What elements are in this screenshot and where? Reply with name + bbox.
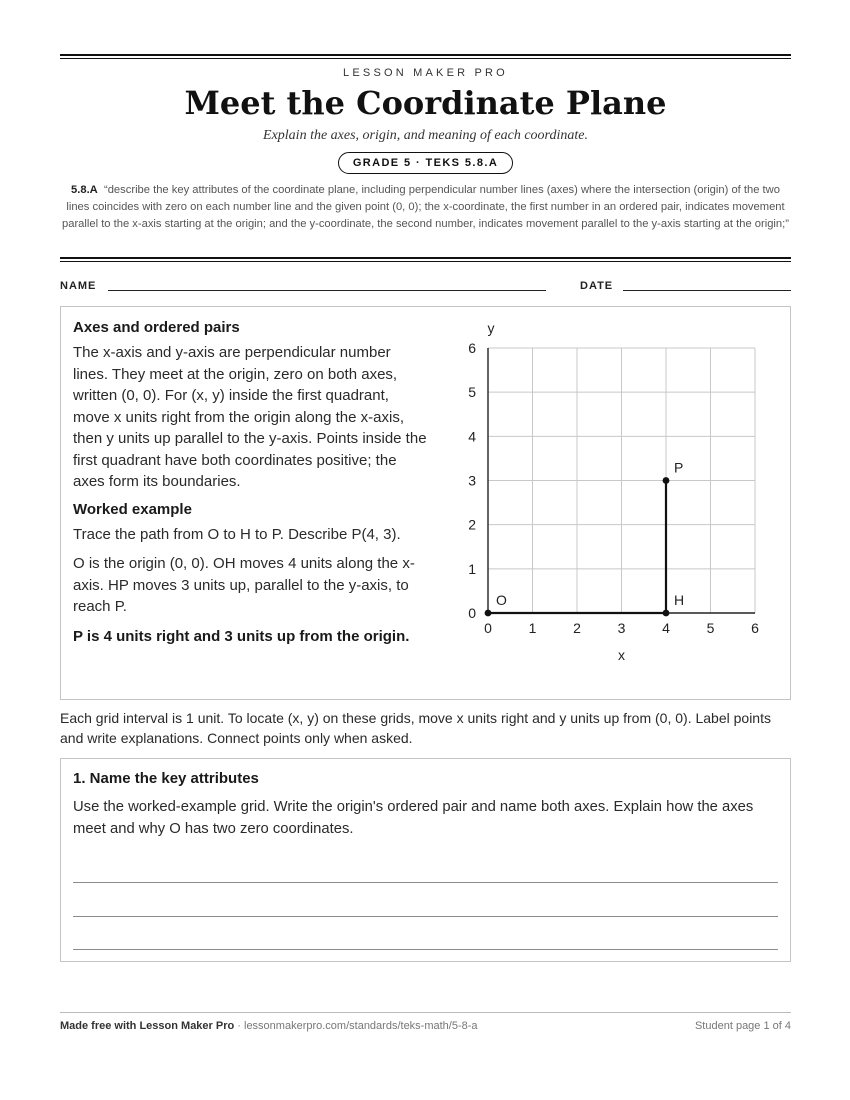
answer-line-1[interactable] [73,882,778,883]
point-label-O: O [496,592,507,608]
x-axis-label: x [618,647,625,663]
point-P [663,477,670,484]
x-tick-label: 1 [528,620,537,636]
point-H [663,610,670,617]
question-1-panel [60,758,791,962]
date-label: DATE [580,280,614,292]
worked-example-prompt: Trace the path from O to H to P. Describe P(4, 3). [73,525,401,543]
x-tick-label: 0 [484,620,492,636]
page-subtitle: Explain the axes, origin, and meaning of each coordinate. [263,128,588,143]
y-tick-label: 2 [468,516,476,533]
grid-instructions: Each grid interval is 1 unit. To locate (x, y) on these grids, move x units right and y units up from (0, 0). Label points and write explanations. Connect points only when asked. [60,710,771,746]
top-rule [60,54,791,56]
question-1-heading: 1. Name the key attributes [73,770,259,787]
name-label: NAME [60,280,97,292]
y-tick-label: 6 [468,340,476,356]
brand-name: LESSON MAKER PRO [343,67,508,79]
coordinate-grid [451,315,781,687]
y-axis-label: y [487,320,495,336]
page-title: Meet the Coordinate Plane [184,84,667,122]
name-field[interactable] [108,290,546,291]
header-bottom-rule [60,257,791,259]
footer-made-with: Made free with Lesson Maker Pro [60,1020,235,1032]
lesson-heading: Axes and ordered pairs [73,319,240,336]
y-tick-label: 1 [468,560,476,577]
standard-code: 5.8.A [71,184,98,196]
point-O [485,610,492,617]
x-tick-label: 6 [751,620,759,636]
x-tick-label: 4 [662,620,670,636]
x-tick-label: 2 [573,620,581,636]
x-tick-label: 3 [617,620,626,636]
y-tick-label: 3 [468,472,476,489]
lesson-panel [60,306,791,700]
question-1-prompt: Use the worked-example grid. Write the origin's ordered pair and name both axes. Explain how the axes meet and why O has two zero coordinates. [73,799,754,837]
worked-example-explanation: O is the origin (0, 0). OH moves 4 units along the x-axis. HP moves 3 units up, parallel to the y-axis, to reach P. [73,555,415,615]
point-label-P: P [674,459,684,476]
y-tick-label: 5 [468,384,476,401]
worked-example-heading: Worked example [73,500,192,518]
standard-description: “describe the key attributes of the coordinate plane, including perpendicular number lines (axes) where the intersection (origin) of the two lines coincides with zero on each number line and the given point (0, 0); the x-coordinate, the first number in an ordered pair, indicates movement parallel to the x-axis starting at the origin; and the y-coordinate, the second number, indicates movement parallel to the y-axis starting at the origin;” [62,184,789,230]
footer-page-number: Student page 1 of 4 [694,1020,791,1032]
footer-rule [60,1012,791,1013]
footer-credit [60,1020,478,1032]
y-tick-label: 4 [468,428,476,445]
point-label-H: H [674,592,685,608]
lesson-paragraph: The x-axis and y-axis are perpendicular number lines. They meet at the origin, zero on both axes, written (0, 0). For (x, y) inside the first quadrant, move x units right from the origin along the x-axis, then y units up parallel to the y-axis. Points inside the first quadrant have both coordinates positive; the axes form its boundaries. [73,344,427,490]
worked-example-answer: P is 4 units right and 3 units up from the origin. [73,627,410,645]
answer-line-3[interactable] [73,949,778,950]
y-tick-label: 0 [468,605,476,621]
x-tick-label: 5 [706,620,715,636]
lesson-text [73,319,429,647]
answer-line-2[interactable] [73,916,778,917]
date-field[interactable] [623,290,791,291]
footer-url: · lessonmakerpro.com/standards/teks-math/5-8-a [234,1020,478,1032]
standard-text [60,182,791,233]
grade-badge: GRADE 5 · TEKS 5.8.A [338,152,513,174]
